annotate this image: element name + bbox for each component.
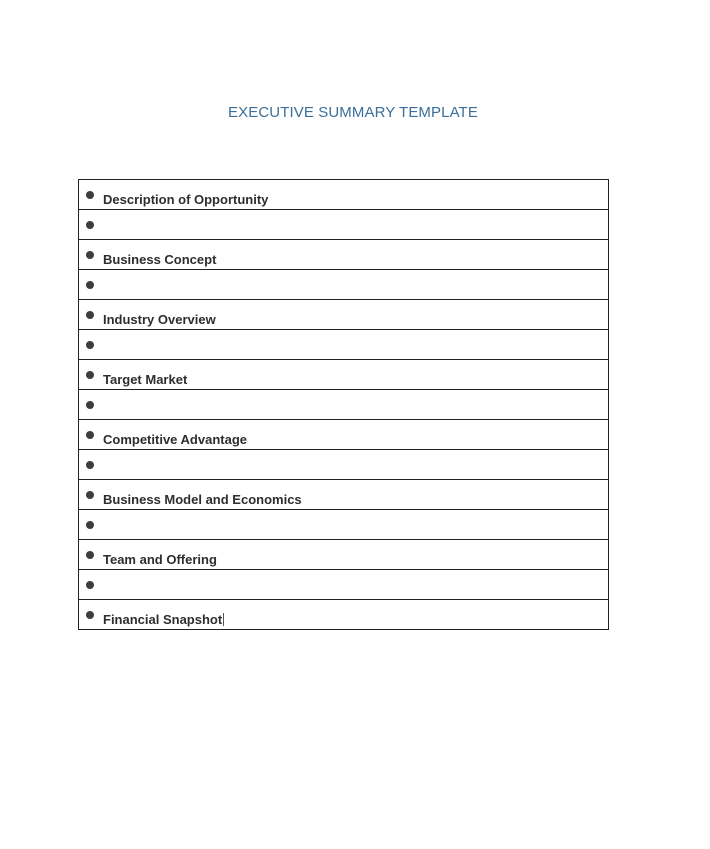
row-label-text: Financial Snapshot xyxy=(103,612,223,627)
row-label: Competitive Advantage xyxy=(103,432,247,447)
table-row xyxy=(79,270,609,300)
bullet-icon xyxy=(86,401,94,409)
table-row xyxy=(79,240,609,270)
table-cell[interactable] xyxy=(79,180,609,210)
table-row xyxy=(79,510,609,540)
bullet-icon xyxy=(86,491,94,499)
table-cell[interactable] xyxy=(79,360,609,390)
bullet-icon xyxy=(86,281,94,289)
row-label: Description of Opportunity xyxy=(103,192,269,207)
table-cell[interactable] xyxy=(79,540,609,570)
row-label: Team and Offering xyxy=(103,552,217,567)
row-label: Industry Overview xyxy=(103,312,216,327)
row-label: Business Model and Economics xyxy=(103,492,302,507)
bullet-icon xyxy=(86,251,94,259)
row-label: Business Concept xyxy=(103,252,217,267)
table-cell[interactable] xyxy=(79,270,609,300)
table-cell[interactable] xyxy=(79,240,609,270)
table-cell[interactable] xyxy=(79,450,609,480)
table-row xyxy=(79,330,609,360)
text-cursor xyxy=(223,613,224,626)
table-cell[interactable] xyxy=(79,570,609,600)
table-row xyxy=(79,480,609,510)
bullet-icon xyxy=(86,221,94,229)
summary-table xyxy=(78,179,609,630)
table-cell[interactable] xyxy=(79,420,609,450)
bullet-icon xyxy=(86,191,94,199)
bullet-icon xyxy=(86,581,94,589)
bullet-icon xyxy=(86,431,94,439)
table-cell[interactable] xyxy=(79,300,609,330)
bullet-icon xyxy=(86,461,94,469)
table-cell[interactable] xyxy=(79,330,609,360)
table-row xyxy=(79,420,609,450)
table-row xyxy=(79,300,609,330)
bullet-icon xyxy=(86,341,94,349)
document-title: EXECUTIVE SUMMARY TEMPLATE xyxy=(228,104,478,121)
bullet-icon xyxy=(86,551,94,559)
table-row xyxy=(79,210,609,240)
table-row xyxy=(79,450,609,480)
bullet-icon xyxy=(86,311,94,319)
table-row xyxy=(79,180,609,210)
table-cell[interactable] xyxy=(79,480,609,510)
table-cell[interactable] xyxy=(79,600,609,630)
bullet-icon xyxy=(86,521,94,529)
table-cell[interactable] xyxy=(79,210,609,240)
table-row xyxy=(79,570,609,600)
row-label xyxy=(103,612,224,627)
table-cell[interactable] xyxy=(79,510,609,540)
bullet-icon xyxy=(86,611,94,619)
table-row xyxy=(79,600,609,630)
table-row xyxy=(79,540,609,570)
table-row xyxy=(79,390,609,420)
table-cell[interactable] xyxy=(79,390,609,420)
table-row xyxy=(79,360,609,390)
bullet-icon xyxy=(86,371,94,379)
row-label: Target Market xyxy=(103,372,188,387)
